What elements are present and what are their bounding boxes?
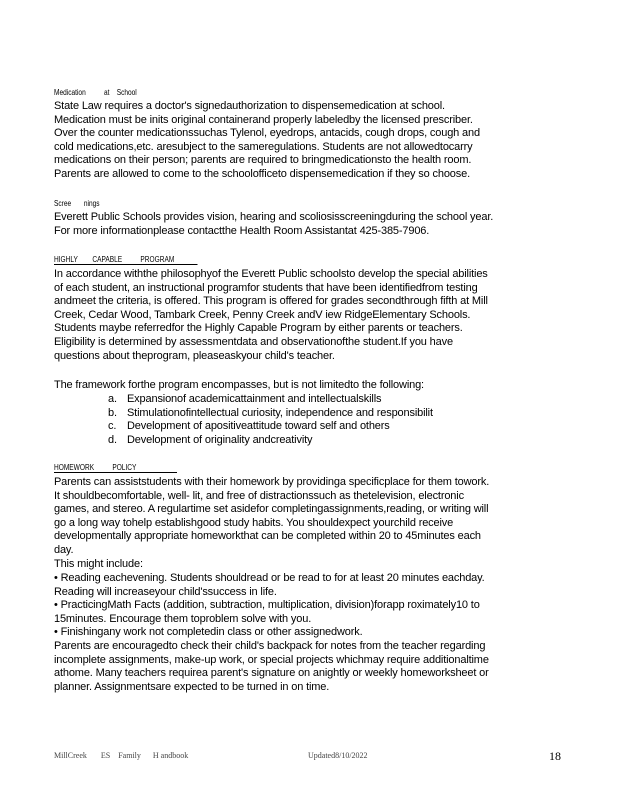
list-item-text: Development of originality andcreativity <box>127 433 313 446</box>
text-line: games, and stereo. A regulartime set asidefor completingassignments,reading, or writing will <box>54 503 489 516</box>
list-marker: b. <box>108 406 117 419</box>
list-item <box>108 434 528 448</box>
homework-paragraph <box>54 476 574 571</box>
list-marker: a. <box>108 393 117 405</box>
footer-updated-date: Updated8/10/2022 <box>308 751 368 760</box>
text-line: Parents can assiststudents with their homework by providinga specificplace for them towork. <box>54 476 490 488</box>
screenings-paragraph <box>54 211 574 238</box>
text-line: In accordance withthe philosophyof the Everett Public schoolsto develop the special abilities <box>54 268 488 280</box>
text-line: Everett Public Schools provides vision, hearing and scoliosisscreeningduring the school year. <box>54 211 494 223</box>
text-line: Parents are allowed to come to the schoolofficeto dispensemedication if they so choose. <box>54 167 470 180</box>
page-number: 18 <box>549 749 561 763</box>
highly-capable-heading: HIGHLY CAPABLE PROGRAM <box>54 255 198 265</box>
text-line: of each student, an instructional programfor students that have been identifiedfrom testing <box>54 281 478 294</box>
text-line: For more informationplease contactthe Health Room Assistantat 425-385-7906. <box>54 224 430 237</box>
bullet-line: • Finishingany work not completedin class or other assignedwork. <box>54 626 363 639</box>
text-line: It shouldbecomfortable, well- lit, and free of distractionssuch as thetelevision, electronic <box>54 489 464 502</box>
text-line: questions about theprogram, pleaseaskyour child's teacher. <box>54 349 335 362</box>
text-line: Students maybe referredfor the Highly Capable Program by either parents or teachers. <box>54 322 463 335</box>
text-line: Medication must be inits original containerand properly labeledby the licensed prescriber. <box>54 113 473 126</box>
text-line: State Law requires a doctor's signedauthorization to dispensemedication at school. <box>54 100 445 112</box>
homework-bullets <box>54 572 574 640</box>
medication-heading: Medication at School <box>54 88 137 97</box>
framework-intro: The framework forthe program encompasses, but is not limitedto the following: <box>54 379 424 391</box>
list-item-text: Development of apositiveattitude toward self and others <box>127 420 390 433</box>
text-line: planner. Assignmentsare expected to be turned in on time. <box>54 680 330 693</box>
list-item-text: Stimulationofintellectual curiosity, independence and responsibilit <box>127 406 433 419</box>
bullet-line: 15minutes. Encourage them toproblem solve with you. <box>54 612 312 625</box>
text-line: This might include: <box>54 557 143 570</box>
list-item-text: Expansionof academicattainment and intellectualskills <box>127 393 382 405</box>
text-line: developmentally appropriate homeworkthat can be completed within 20 to 45minutes each <box>54 530 481 543</box>
text-line: Parents are encouragedto check their child's backpack for notes from the teacher regarding <box>54 640 486 652</box>
bullet-line: • Reading eachevening. Students shouldread or be read to for at least 20 minutes eachday. <box>54 572 485 584</box>
text-line: athome. Many teachers requirea parent's signature on anightly or weekly homeworksheet or <box>54 667 489 680</box>
text-line: Creek, Cedar Wood, Tambark Creek, Penny Creek andV iew RidgeElementary Schools. <box>54 308 471 321</box>
medication-paragraph <box>54 100 574 182</box>
list-item <box>108 393 528 407</box>
bullet-line: • PracticingMath Facts (addition, subtraction, multiplication, division)forapp roximately10 to <box>54 599 480 612</box>
homework-closing-paragraph <box>54 640 574 694</box>
screenings-heading: Scree nings <box>54 199 100 208</box>
framework-list <box>108 393 528 447</box>
text-line: Over the counter medicationssuchas Tylenol, eyedrops, antacids, cough drops, cough and <box>54 127 480 140</box>
text-line: andmeet the criteria, is offered. This program is offered for grades secondthrough fifth at Mill <box>54 295 488 308</box>
list-item <box>108 420 528 434</box>
bullet-line: Reading will increaseyour child'ssuccess in life. <box>54 585 277 598</box>
text-line: Eligibility is determined by assessmentdata and observationofthe student.If you have <box>54 335 453 348</box>
list-marker: d. <box>108 433 117 446</box>
homework-heading: HOMEWORK POLICY <box>54 463 177 473</box>
text-line: day. <box>54 543 74 556</box>
text-line: go a long way tohelp establishgood study habits. You shouldexpect yourchild receive <box>54 516 454 529</box>
highly-capable-paragraph <box>54 268 574 363</box>
list-marker: c. <box>108 420 117 433</box>
list-item <box>108 407 528 421</box>
text-line: incomplete assignments, make-up work, or special projects whichmay require additionaltime <box>54 653 489 666</box>
footer-handbook-title: MillCreek ES Family H andbook <box>54 751 189 760</box>
text-line: cold medications,etc. aresubject to the sameregulations. Students are not allowedtocarry <box>54 140 473 153</box>
text-line: medications on their person; parents are required to bringmedicationsto the health room. <box>54 154 472 167</box>
